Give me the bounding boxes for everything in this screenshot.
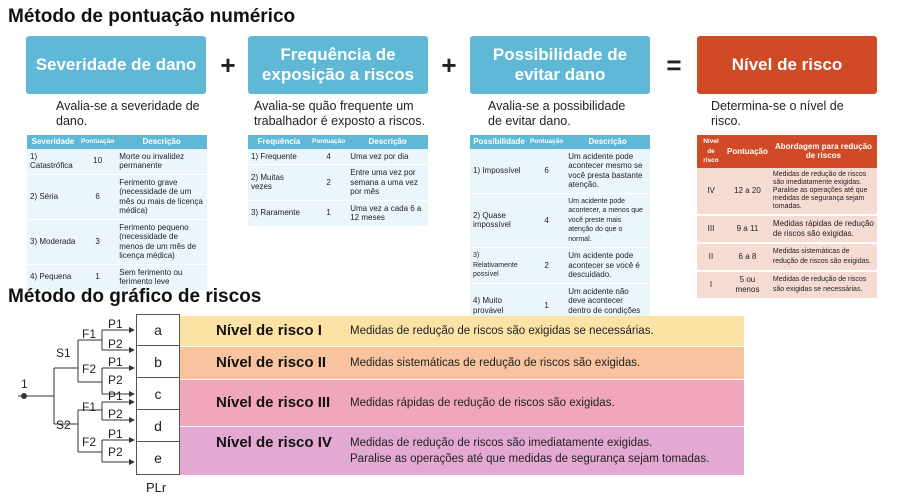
frequency-description: Avalia-se quão frequente um trabalhador é exposto a riscos.: [254, 99, 425, 128]
plr-cell-e: e: [136, 441, 180, 475]
table-cell: 1: [528, 283, 565, 328]
plr-cell-a: a: [136, 314, 180, 346]
table-cell: Medidas de redução de riscos são exigidas se necessárias.: [770, 271, 877, 299]
table-cell: 5 ou menos: [725, 271, 770, 299]
p-label: P1: [108, 427, 123, 441]
possibility-description: Avalia-se a possibilidade de evitar dano.: [488, 99, 626, 128]
table-header: Pontuação: [528, 135, 565, 149]
table-cell: Medidas de redução de riscos são imediatamente exigidas. Paralise as operações até que medidas de segurança sejam tomadas.: [770, 168, 877, 215]
table-cell: Ferimento grave (necessidade de um mês ou mais de licença médica): [116, 174, 207, 219]
risk-level-text: Medidas rápidas de redução de riscos são exigidas.: [350, 397, 615, 409]
risk-level-text: Medidas sistemáticas de redução de riscos são exigidas.: [350, 357, 641, 369]
frequency-box: Frequência de exposição a riscos: [248, 36, 428, 94]
numeric-method-title: Método de pontuação numérico: [8, 6, 296, 27]
s2-label: S2: [56, 418, 71, 432]
table-cell: Ferimento pequeno (necessidade de menos de um mês de licença médica): [116, 219, 207, 264]
plus-sign: +: [220, 50, 236, 80]
table-cell: 3: [79, 219, 116, 264]
table-cell: 12 a 20: [725, 168, 770, 215]
table-cell: Um acidente pode acontecer se você é descuidado.: [565, 248, 650, 284]
s1-label: S1: [56, 346, 71, 360]
table-header: Descrição: [347, 135, 428, 149]
table-header: Pontuação: [725, 135, 770, 168]
table-cell: III: [697, 215, 725, 243]
p-label: P1: [108, 389, 123, 403]
table-header: Possibilidade: [470, 135, 528, 149]
f-label: F2: [82, 362, 97, 376]
p-label: P2: [108, 407, 123, 421]
risk-level-box: Nível de risco: [697, 36, 877, 94]
p-label: P2: [108, 373, 123, 387]
equals-sign: =: [666, 50, 682, 80]
table-header: Descrição: [116, 135, 207, 149]
plus-sign: +: [441, 50, 457, 80]
table-cell: Sem ferimento ou ferimento leve: [116, 264, 207, 290]
table-cell: 2) Quase impossível: [470, 193, 528, 248]
f-label: F2: [82, 435, 97, 449]
p-label: P2: [108, 337, 123, 351]
table-cell: 4) Muito provável: [470, 283, 528, 328]
table-header: Nível de risco: [697, 135, 725, 168]
table-cell: 1) Frequente: [248, 149, 310, 165]
table-cell: 4: [528, 193, 565, 248]
risk-level-text-line: Paralise as operações até que medidas de segurança sejam tomadas.: [350, 453, 710, 465]
f-label: F1: [82, 400, 97, 414]
table-cell: 3) Relativamente possível: [470, 248, 528, 284]
severity-box: Severidade de dano: [26, 36, 206, 94]
table-cell: 4) Pequena: [27, 264, 79, 290]
table-cell: 9 a 11: [725, 215, 770, 243]
f-label: F1: [82, 327, 97, 341]
table-header: Abordagem para redução de riscos: [770, 135, 877, 168]
table-cell: Um acidente pode acontecer mesmo se você presta bastante atenção.: [565, 149, 650, 194]
table-header: Pontuação: [79, 135, 116, 149]
table-cell: 3) Moderada: [27, 219, 79, 264]
table-cell: 1: [79, 264, 116, 290]
table-cell: 3) Raramente: [248, 200, 310, 226]
table-cell: 2) Muitas vezes: [248, 165, 310, 201]
risk-level-label: Nível de risco IV: [216, 434, 332, 451]
plr-cell-d: d: [136, 409, 180, 442]
risk-level-label: Nível de risco II: [216, 354, 327, 371]
plr-cell-b: b: [136, 345, 180, 378]
table-cell: Medidas sistemáticas de redução de riscos são exigidas.: [770, 243, 877, 271]
p-label: P1: [108, 317, 123, 331]
table-cell: 4: [310, 149, 347, 165]
root-node: [21, 393, 27, 399]
table-cell: II: [697, 243, 725, 271]
table-header: Severidade: [27, 135, 79, 149]
table-cell: Um acidente pode acontecer, a menos que você preste mais atenção do que o normal.: [565, 193, 650, 248]
table-cell: Morte ou invalidez permanente: [116, 149, 207, 175]
severity-description: Avalia-se a severidade de dano.: [56, 99, 200, 128]
table-cell: Medidas rápidas de redução de riscos são exigidas.: [770, 215, 877, 243]
table-header: Frequência: [248, 135, 310, 149]
table-cell: Entre uma vez por semana a uma vez por mês: [347, 165, 428, 201]
possibility-box: Possibilidade de evitar dano: [470, 36, 650, 94]
table-cell: 10: [79, 149, 116, 175]
risk-level-label: Nível de risco III: [216, 394, 331, 411]
table-cell: 2: [528, 248, 565, 284]
risk-level-label: Nível de risco I: [216, 322, 322, 339]
p-label: P2: [108, 445, 123, 459]
table-header: Descrição: [565, 135, 650, 149]
table-cell: 6: [528, 149, 565, 194]
plr-cell-c: c: [136, 377, 180, 410]
table-cell: 1) Impossível: [470, 149, 528, 194]
risk-level-text-line: Medidas de redução de riscos são imediatamente exigidas.: [350, 437, 653, 449]
start-label: 1: [21, 377, 28, 391]
table-cell: 6: [79, 174, 116, 219]
risk-level-text: Medidas de redução de riscos são exigidas se necessárias.: [350, 325, 654, 337]
plr-label: PLr: [146, 480, 167, 495]
table-cell: Uma vez por dia: [347, 149, 428, 165]
table-cell: 2) Séria: [27, 174, 79, 219]
table-cell: 6 a 8: [725, 243, 770, 271]
table-cell: Um acidente não deve acontecer dentro de condições: [565, 283, 650, 328]
table-cell: 2: [310, 165, 347, 201]
table-cell: IV: [697, 168, 725, 215]
table-cell: 1: [310, 200, 347, 226]
table-header: Pontuação: [310, 135, 347, 149]
risk-description: Determina-se o nível de risco.: [711, 99, 844, 128]
p-label: P1: [108, 355, 123, 369]
table-cell: 1) Catastrófica: [27, 149, 79, 175]
table-cell: Uma vez a cada 6 a 12 meses: [347, 200, 428, 226]
table-cell: I: [697, 271, 725, 299]
risk-graph-title: Método do gráfico de riscos: [8, 286, 262, 307]
